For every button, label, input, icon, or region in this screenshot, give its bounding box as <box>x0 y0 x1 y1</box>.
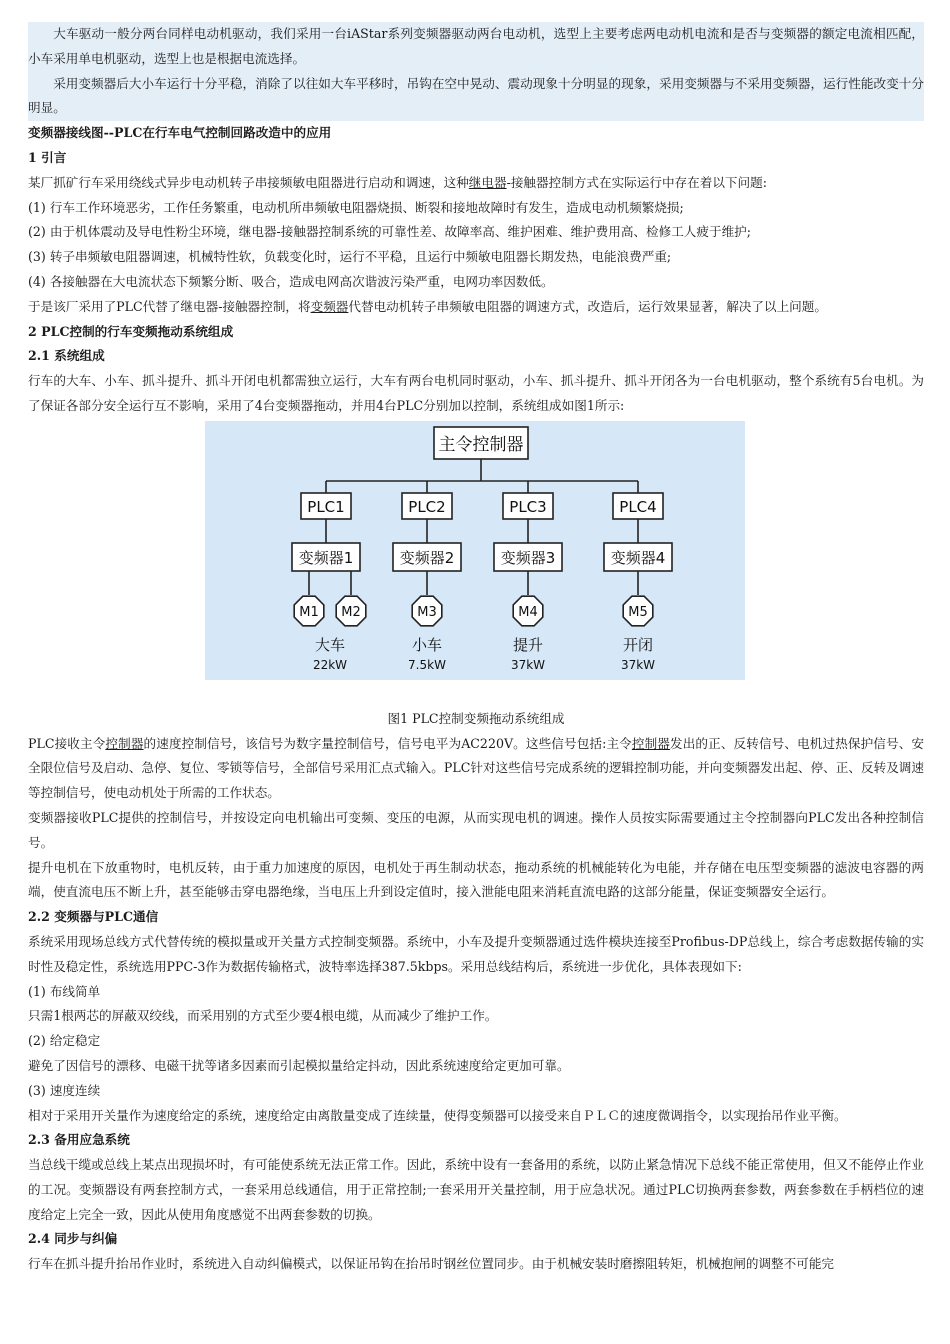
motor-m3 <box>412 596 442 626</box>
section-2-1-paragraph-2: PLC接收主令控制器的速度控制信号，该信号为数字量控制信号，信号电平为AC220V。这些信号包括:主令控制器发出的正、反转信号、电机过热保护信号、安全限位信号及启动、急停、复位、零锁等信号，全部信号采用汇点式输入。PLC针对这些信号完成系统的逻辑控制功能，并向变频器发出起、停、正、反转及调速等控制信号，使电动机处于所需的工作状态。 <box>28 735 925 801</box>
plc-box-1 <box>301 493 351 519</box>
intro-paragraph-2: 采用变频器后大小车运行十分平稳，消除了以往如大车平移时，吊钩在空中晃动、震动现象十分明显的现象，采用变频器与不采用变频器，运行性能改变十分明显。 <box>28 75 924 116</box>
master-controller-box <box>434 427 528 459</box>
intro-paragraph-1: 大车驱动一般分两台同样电动机驱动，我们采用一台iAStar系列变频器驱动两台电动机，选型上主要考虑两电动机电流和是否与变频器的额定电流相匹配，小车采用单电机驱动，选型上也是根据电流选择。 <box>28 26 924 66</box>
plc-box-4 <box>613 493 663 519</box>
drive-power-1: 22kW <box>312 657 348 672</box>
inverter-box-1 <box>292 543 360 571</box>
benefit-2-text: 避免了因信号的漂移、电磁干扰等诸多因素而引起模拟量给定抖动，因此系统速度给定更加可靠。 <box>28 1057 570 1073</box>
motor-m4 <box>513 596 543 626</box>
inverter-box-4 <box>604 543 672 571</box>
plc-label-3: PLC3 <box>509 497 547 516</box>
motor-label-m2: M2 <box>341 604 361 620</box>
benefit-1-title: (1) 布线简单 <box>28 983 101 999</box>
section-2-4-paragraph: 行车在抓斗提升抬吊作业时，系统进入自动纠偏模式，以保证吊钩在抬吊时钢丝位置同步。由于机械安装时磨擦阻转矩，机械抱闸的调整不可能完 <box>28 1256 834 1272</box>
section-2-3-heading: 2.3 备用应急系统 <box>28 1132 130 1148</box>
motor-m2 <box>336 596 366 626</box>
inverter-label-2: 变频器2 <box>399 548 455 567</box>
section-2-heading: 2 PLC控制的行车变频拖动系统组成 <box>28 323 234 339</box>
benefit-2-title: (2) 给定稳定 <box>28 1033 101 1049</box>
inverter-label-4: 变频器4 <box>610 548 666 567</box>
section-2-4-heading: 2.4 同步与纠偏 <box>28 1231 118 1247</box>
section-2-1-paragraph-4: 提升电机在下放重物时，电机反转，由于重力加速度的原因，电机处于再生制动状态，拖动系统的机械能转化为电能，并存储在电压型变频器的滤波电容器的两端，使直流电压不断上升，甚至能够击穿电器绝缘，当电压上升到设定值时，接入泄能电阻来消耗直流电路的这部分能量，保证变频器安全运行。 <box>28 859 924 900</box>
master-controller-label: 主令控制器 <box>438 434 524 455</box>
inverter-label-3: 变频器3 <box>500 548 556 567</box>
plc-label-2: PLC2 <box>408 497 446 516</box>
drive-name-4: 开闭 <box>622 635 654 654</box>
motor-label-m3: M3 <box>417 604 437 620</box>
motor-label-m4: M4 <box>518 604 538 620</box>
plc-box-3 <box>503 493 553 519</box>
plc-label-4: PLC4 <box>619 497 657 516</box>
figure-1-caption: 图1 PLC控制变频拖动系统组成 <box>387 710 565 726</box>
section-2-2-heading: 2.2 变频器与PLC通信 <box>28 909 159 925</box>
problem-item-3: (3) 转子串频敏电阻器调速，机械特性软，负载变化时，运行不平稳，且运行中频敏电阻器长期发热，电能浪费严重; <box>28 249 672 265</box>
inverter-box-2 <box>393 543 461 571</box>
inverter-link[interactable]: 变频器 <box>310 298 349 314</box>
figure-1 <box>28 419 924 707</box>
inverter-label-1: 变频器1 <box>298 548 354 567</box>
relay-link[interactable]: 继电器 <box>468 174 507 190</box>
drive-name-2: 小车 <box>411 635 443 654</box>
system-diagram <box>205 421 745 680</box>
controller-link-1[interactable]: 控制器 <box>105 735 144 751</box>
benefit-3-text: 相对于采用开关量作为速度给定的系统，速度给定由离散量变成了连续量，使得变频器可以接受来自ＰＬＣ的速度微调指令，以实现抬吊作业平衡。 <box>28 1107 847 1123</box>
benefit-1-text: 只需1根两芯的屏蔽双绞线，而采用别的方式至少要4根电缆，从而减少了维护工作。 <box>28 1008 498 1024</box>
motor-m5 <box>623 596 653 626</box>
controller-link-2[interactable]: 控制器 <box>631 735 671 751</box>
plc-label-1: PLC1 <box>307 497 345 516</box>
inverter-box-3 <box>494 543 562 571</box>
section-1-conclusion: 于是该厂采用了PLC代替了继电器-接触器控制，将变频器代替电动机转子串频敏电阻器的调速方式，改造后，运行效果显著，解决了以上问题。 <box>28 298 827 314</box>
drive-power-3: 37kW <box>510 657 546 672</box>
problem-item-4: (4) 各接触器在大电流状态下频繁分断、吸合，造成电网高次谐波污染严重，电网功率因数低。 <box>28 273 554 289</box>
section-2-1-paragraph: 行车的大车、小车、抓斗提升、抓斗开闭电机都需独立运行，大车有两台电机同时驱动，小车、抓斗提升、抓斗开闭各为一台电机驱动，整个系统有5台电机。为了保证各部分安全运行互不影响，采用了4台变频器拖动，并用4台PLC分别加以控制，系统组成如图1所示: <box>28 373 924 413</box>
section-2-3-paragraph: 当总线干缆或总线上某点出现损坏时，有可能使系统无法正常工作。因此，系统中设有一套备用的系统，以防止紧急情况下总线不能正常使用，但又不能停止作业的工况。变频器设有两套控制方式，一套采用总线通信，用于正常控制;一套采用开关量控制，用于应急状况。通过PLC切换两套参数，两套参数在手柄档位的速度给定上完全一致，因此从使用角度感觉不出两套参数的切换。 <box>28 1157 924 1222</box>
document-page <box>28 22 924 1277</box>
section-2-1-paragraph-3: 变频器接收PLC提供的控制信号，并按设定向电机输出可变频、变压的电源，从而实现电机的调速。操作人员按实际需要通过主令控制器向PLC发出各种控制信号。 <box>28 809 924 850</box>
problem-item-1: (1) 行车工作环境恶劣，工作任务繁重，电动机所串频敏电阻器烧损、断裂和接地故障时有发生，造成电动机频繁烧损; <box>28 199 684 215</box>
benefit-3-title: (3) 速度连续 <box>28 1082 101 1098</box>
drive-power-2: 7.5kW <box>408 657 446 672</box>
article-title: 变频器接线图--PLC在行车电气控制回路改造中的应用 <box>28 125 332 141</box>
motor-label-m5: M5 <box>628 604 648 620</box>
problem-item-2: (2) 由于机体震动及导电性粉尘环境，继电器-接触器控制系统的可靠性差、故障率高、维护困难、维护费用高、检修工人疲于维护; <box>28 224 751 240</box>
section-2-2-paragraph: 系统采用现场总线方式代替传统的模拟量或开关量方式控制变频器。系统中，小车及提升变频器通过选件模块连接至Profibus-DP总线上，综合考虑数据传输的实时性及稳定性，系统选用PPC-3作为数据传输格式，波特率选择387.5kbps。采用总线结构后，系统进一步优化，具体表现如下: <box>28 933 924 974</box>
drive-name-3: 提升 <box>512 635 544 654</box>
section-1-paragraph: 某厂抓矿行车采用绕线式异步电动机转子串接频敏电阻器进行启动和调速，这种继电器-接触器控制方式在实际运行中存在着以下问题: <box>28 174 767 190</box>
section-1-heading: 1 引言 <box>28 149 67 165</box>
motor-m1 <box>294 596 324 626</box>
plc-box-2 <box>402 493 452 519</box>
section-2-1-heading: 2.1 系统组成 <box>28 348 105 364</box>
motor-label-m1: M1 <box>299 604 319 620</box>
drive-name-1: 大车 <box>314 635 346 654</box>
drive-power-4: 37kW <box>620 657 656 672</box>
intro-block <box>28 22 924 121</box>
